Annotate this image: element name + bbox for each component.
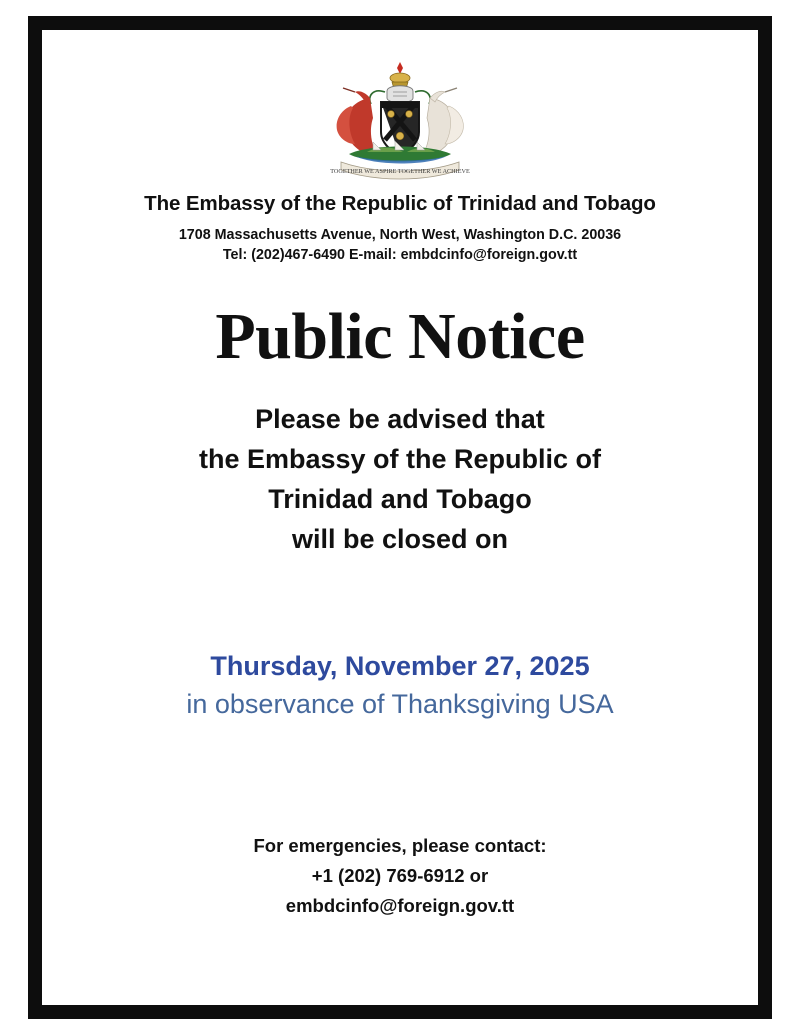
- embassy-name: The Embassy of the Republic of Trinidad and Tobago: [144, 192, 656, 215]
- advisory-line-2: the Embassy of the Republic of: [198, 443, 602, 474]
- closure-date-block: [80, 648, 720, 723]
- advisory-text: [80, 400, 720, 560]
- coat-of-arms-icon: [315, 58, 485, 186]
- embassy-address: 1708 Massachusetts Avenue, North West, Washington D.C. 20036: [178, 226, 622, 243]
- advisory-line-4: will be closed on: [291, 523, 509, 554]
- advisory-line-3: Trinidad and Tobago: [268, 483, 532, 514]
- embassy-contact: Tel: (202)467-6490 E-mail: embdcinfo@foreign.gov.tt: [222, 247, 578, 264]
- svg-text:TOGETHER WE ASPIRE TOGETHER WE: TOGETHER WE ASPIRE TOGETHER WE ACHIEVE: [330, 168, 470, 175]
- page-title: Public Notice: [215, 300, 585, 374]
- emergency-line-1: For emergencies, please contact:: [253, 834, 547, 856]
- poster-inner-panel: [42, 30, 758, 1005]
- closure-date: Thursday, November 27, 2025: [210, 650, 590, 681]
- emergency-email: embdcinfo@foreign.gov.tt: [285, 894, 515, 916]
- advisory-line-1: Please be advised that: [255, 404, 545, 435]
- poster-outer-border: [28, 16, 772, 1019]
- emergency-contact-block: [80, 831, 720, 921]
- poster-content: [42, 30, 758, 1005]
- closure-observance: in observance of Thanksgiving USA: [186, 689, 614, 720]
- emergency-phone: +1 (202) 769-6912 or: [311, 864, 489, 886]
